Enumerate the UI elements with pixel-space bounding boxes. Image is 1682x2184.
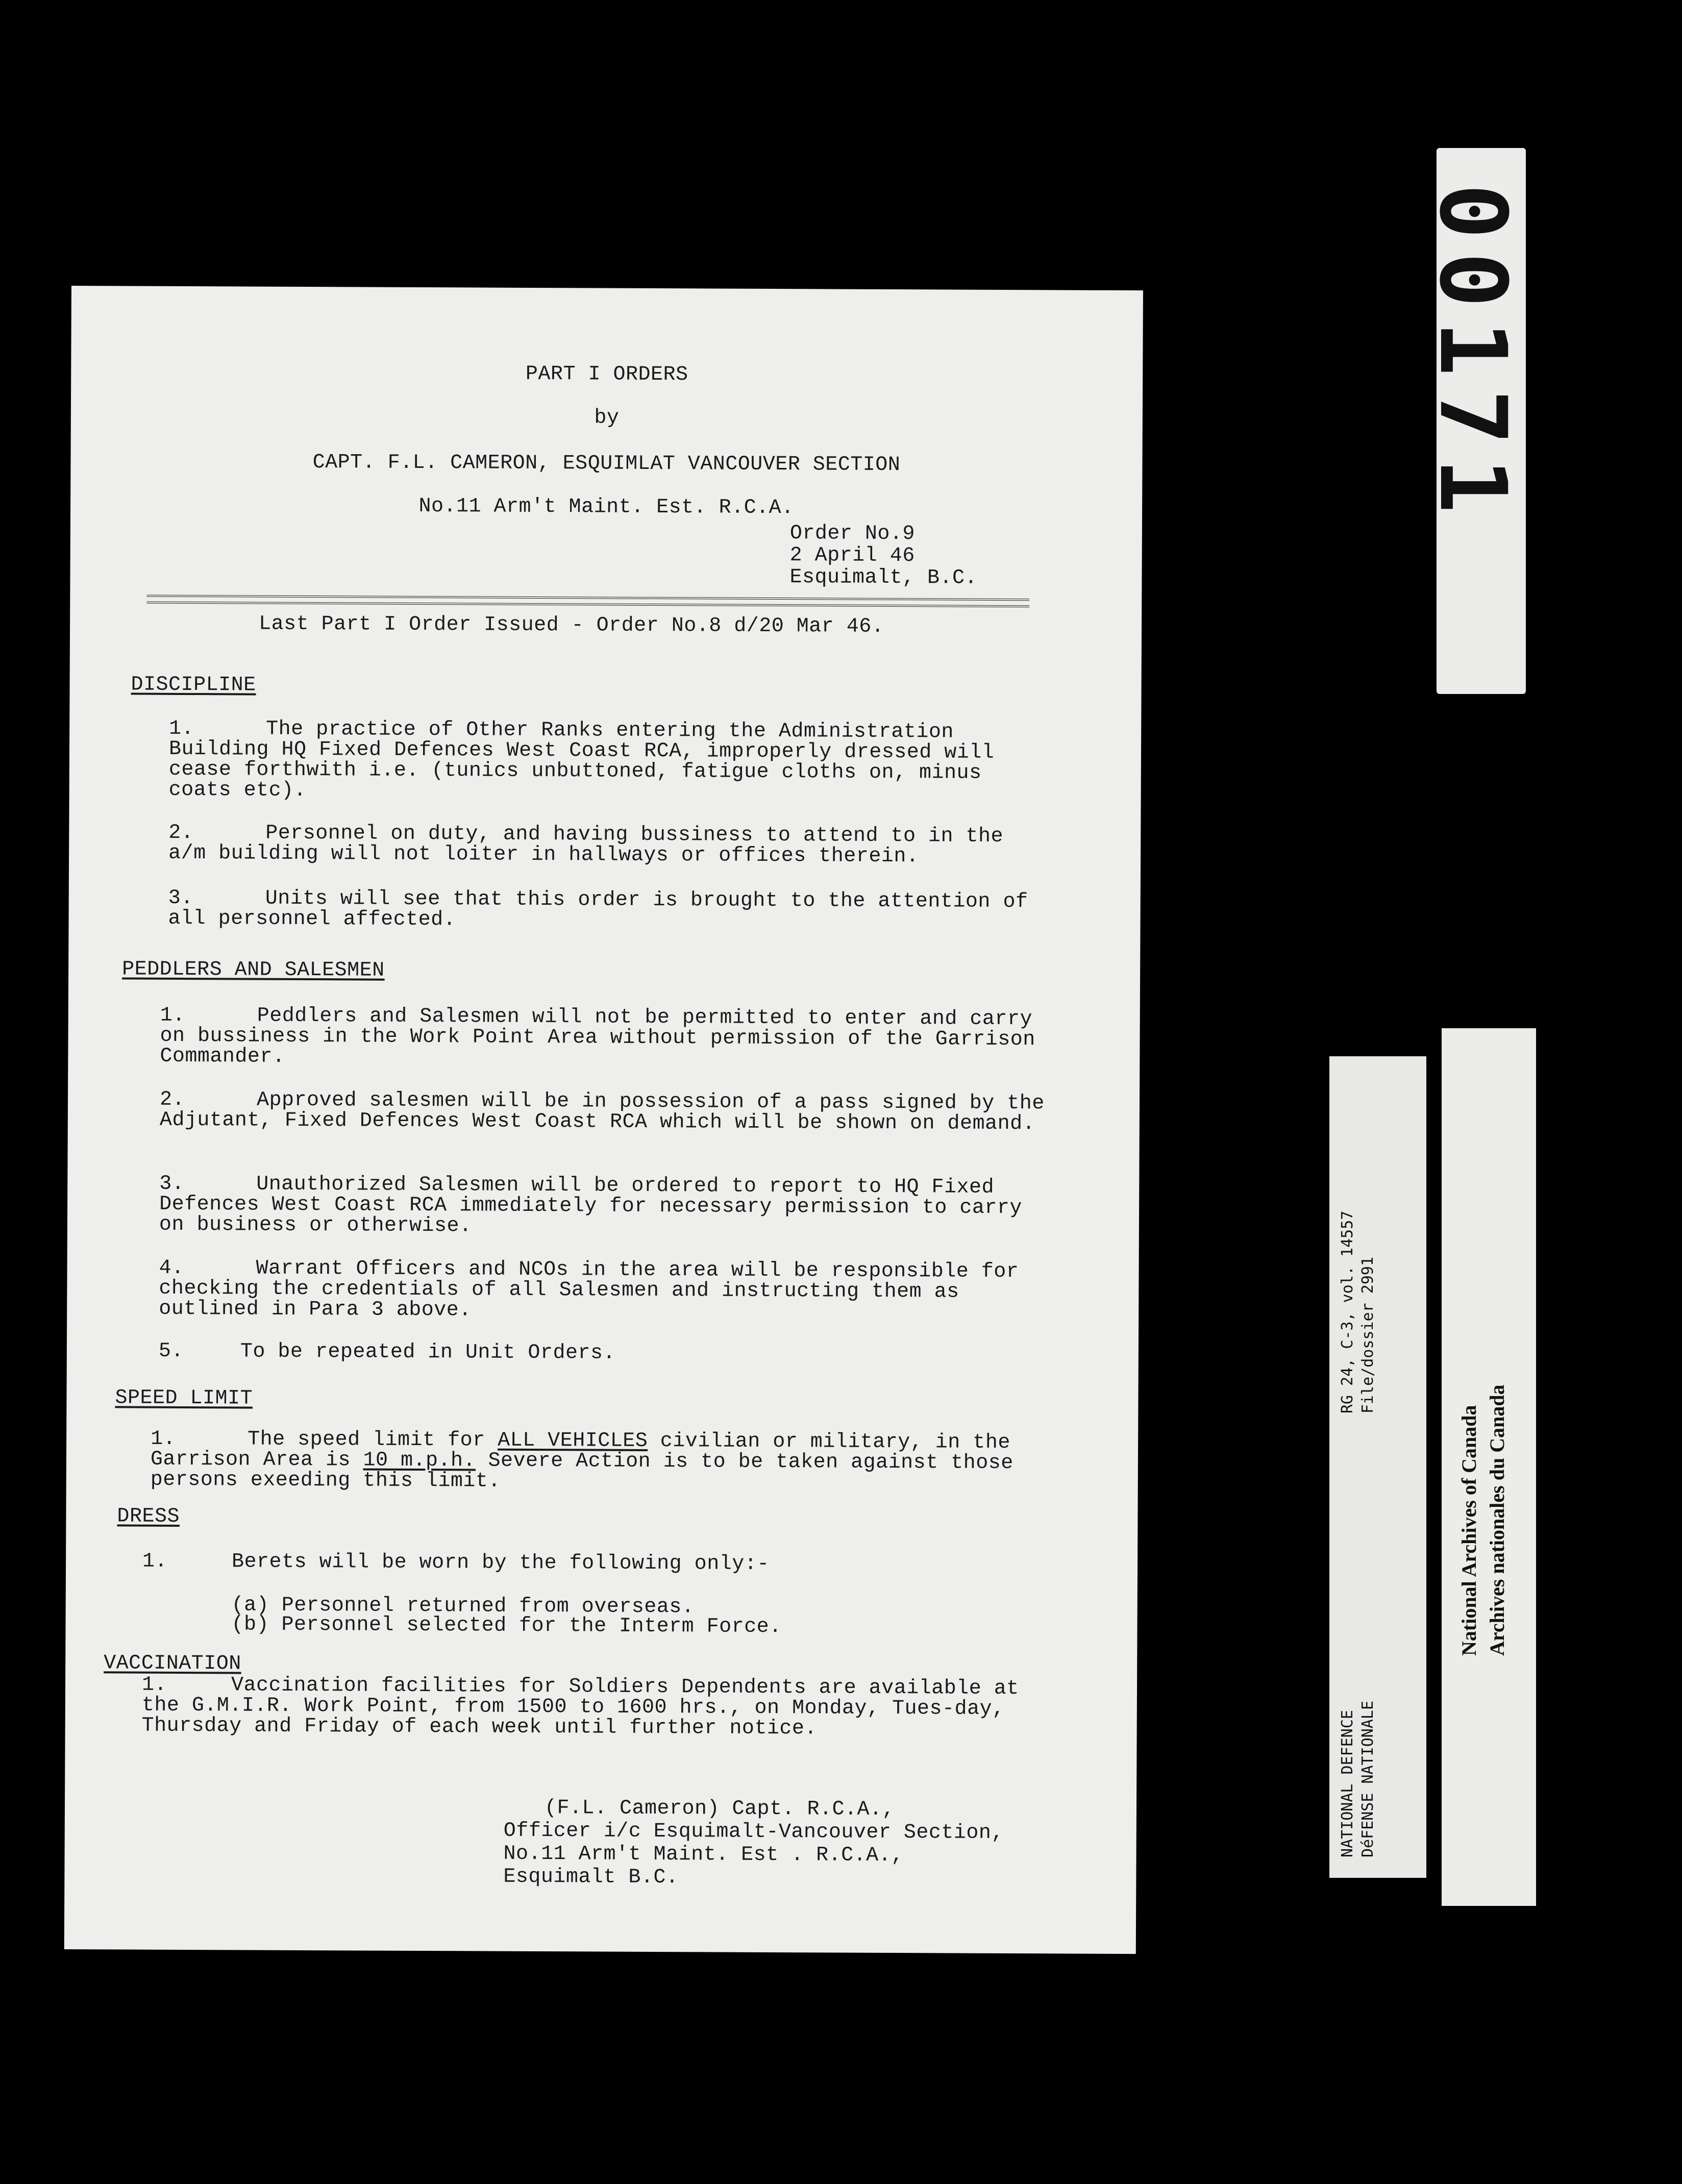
para-text: Berets will be worn by the following only:- [231,1550,770,1576]
section-heading-dress: DRESS [117,1505,180,1528]
para-text: Personnel on duty, and having bussiness to attend to in the a/m building will not loiter in hallways or offices therein. [168,822,1004,868]
unit-line: No.11 Arm't Maint. Est. R.C.A. [418,494,794,520]
para-text: Unauthorized Salesmen will be ordered to report to HQ Fixed Defences West Coast RCA immediately for necessary permission to carry on business or otherwise. [159,1173,1023,1238]
header-rule [146,595,1029,601]
section-heading-speed: SPEED LIMIT [115,1386,253,1410]
para-number: 2. [168,821,194,845]
para-text: Approved salesmen will be in possession of a pass signed by the Adjutant, Fixed Defences West Coast RCA which will be shown on demand. [159,1088,1045,1136]
by-line: by [594,406,620,430]
para-text: Peddlers and Salesmen will not be permitted to enter and carry on bussiness in the Work Point Area without permission of the Garrison Commander. [160,1004,1035,1069]
last-order-line: Last Part I Order Issued - Order No.8 d/20 Mar 46. [259,612,884,638]
para-number: 1. [141,1673,167,1697]
document-title: PART I ORDERS [525,362,688,387]
para-text: The speed limit for ALL VEHICLES civilian or military, in the Garrison Area is 10 m.p.h. Severe Action is to be taken against those persons exeeding this limit. [150,1428,1013,1493]
archive-name-en: National Archives of Canada [1457,1405,1480,1656]
order-date: 2 April 46 [789,544,915,568]
signature-title: Officer i/c Esquimalt-Vancouver Section, [503,1819,1004,1845]
signature-unit: No.11 Arm't Maint. Est . R.C.A., [503,1842,904,1868]
archive-label [1442,1028,1536,1906]
para-text: Units will see that this order is brought to the attention of all personnel affected. [168,887,1028,932]
para-number: 5. [158,1339,184,1363]
reference-file: File/dossier 2991 [1359,1256,1377,1413]
signature-name: (F.L. Cameron) Capt. R.C.A., [544,1797,895,1822]
section-heading-vaccination: VACCINATION [104,1652,241,1676]
para-text: To be repeated in Unit Orders. [240,1340,616,1365]
para-number: 4. [159,1256,184,1280]
para-text: The practice of Other Ranks entering the Administration Building HQ Fixed Defences West Coast RCA, improperly dressed will cease forthwith i.e. (tunics unbuttoned, fatigue cloths on, minus coats etc). [168,717,995,803]
para-number: 1. [151,1427,176,1451]
frame-number: 00171 [1419,184,1526,527]
all-vehicles-emphasis: ALL VEHICLES [498,1429,648,1453]
para-number: 3. [159,1172,185,1196]
section-heading-discipline: DISCIPLINE [131,673,256,697]
archive-name-fr: Archives nationales du Canada [1486,1384,1508,1656]
list-item: (b) Personnel selected for the Interm Force. [231,1613,782,1639]
reference-label [1329,1056,1426,1878]
section-heading-peddlers: PEDDLERS AND SALESMEN [122,958,385,982]
para-number: 2. [159,1088,185,1111]
list-item: (a) Personnel returned from overseas. [231,1594,695,1619]
para-text: Vaccination facilities for Soldiers Dependents are available at the G.M.I.R. Work Point, from 1500 to 1600 hrs., on Monday, Tues-day, Thursday and Friday of each week until further notice. [141,1674,1019,1741]
speed-limit-emphasis: 10 m.p.h. [363,1449,476,1473]
signature-place: Esquimalt B.C. [503,1865,679,1890]
para-number: 1. [160,1004,185,1027]
para-number: 3. [168,886,193,910]
para-number: 1. [142,1550,168,1573]
reference-volume: RG 24, C-3, vol. 14557 [1339,1210,1356,1413]
para-text: Warrant Officers and NCOs in the area will be responsible for checking the credentials of all Salesmen and instructing them as outlined in Para 3 above. [159,1257,1019,1322]
order-number: Order No.9 [789,522,916,546]
header-rule-2 [146,602,1029,608]
document-page [64,286,1143,1954]
department-name-fr: DéFENSE NATIONALE [1359,1700,1377,1857]
para-number: 1. [169,717,194,741]
department-name-en: NATIONAL DEFENCE [1339,1710,1356,1857]
order-place: Esquimalt, B.C. [789,566,978,590]
issuer-line: CAPT. F.L. CAMERON, ESQUIMLAT VANCOUVER SECTION [312,451,901,477]
